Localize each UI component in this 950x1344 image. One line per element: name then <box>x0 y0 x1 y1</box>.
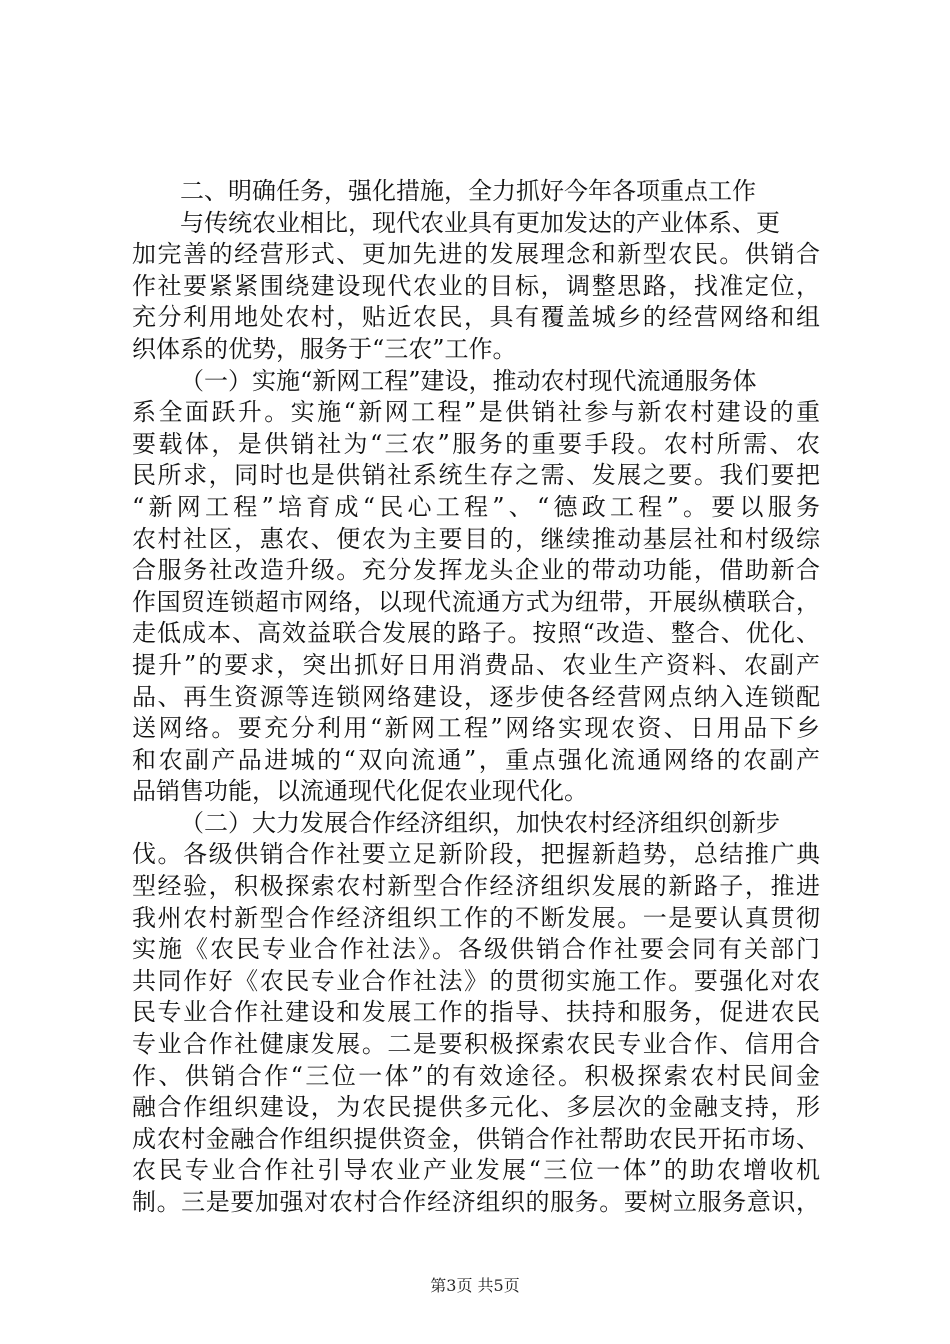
paragraph-line: 实施《农民专业合作社法》。各级供销合作社要会同有关部门 <box>132 935 820 964</box>
paragraph-line: 品、再生资源等连锁网络建设，逐步使各经营网点纳入连锁配 <box>132 682 820 711</box>
paragraph-line: 加完善的经营形式、更加先进的发展理念和新型农民。供销合 <box>132 240 820 269</box>
page-number-footer: 第3页 共5页 <box>430 1276 520 1295</box>
paragraph-line: 和农副产品进城的“双向流通”，重点强化流通网络的农副产 <box>132 745 820 774</box>
paragraph-line: （二）大力发展合作经济组织，加快农村经济组织创新步 <box>180 808 780 837</box>
paragraph-line: 送网络。要充分利用“新网工程”网络实现农资、日用品下乡 <box>132 714 820 743</box>
paragraph-line: 合服务社改造升级。充分发挥龙头企业的带动功能，借助新合 <box>132 556 820 585</box>
paragraph-line: 充分利用地处农村，贴近农民，具有覆盖城乡的经营网络和组 <box>132 303 820 332</box>
paragraph-line: 伐。各级供销合作社要立足新阶段，把握新趋势，总结推广典 <box>132 840 820 869</box>
paragraph-line: 民所求，同时也是供销社系统生存之需、发展之要。我们要把 <box>132 461 820 490</box>
paragraph-line: 农民专业合作社引导农业产业发展“三位一体”的助农增收机 <box>132 1156 820 1185</box>
paragraph-line: 融合作组织建设，为农民提供多元化、多层次的金融支持，形 <box>132 1093 820 1122</box>
paragraph-line: 系全面跃升。实施“新网工程”是供销社参与新农村建设的重 <box>132 398 820 427</box>
paragraph-line: 制。三是要加强对农村合作经济组织的服务。要树立服务意识， <box>132 1188 820 1216</box>
paragraph-3 <box>132 808 820 1219</box>
paragraph-line: 民专业合作社建设和发展工作的指导、扶持和服务，促进农民 <box>132 998 820 1027</box>
paragraph-line: 农村社区，惠农、便农为主要目的，继续推动基层社和村级综 <box>132 524 820 553</box>
section-heading: 二、明确任务，强化措施，全力抓好今年各项重点工作 <box>180 177 756 205</box>
paragraph-line: 走低成本、高效益联合发展的路子。按照“改造、整合、优化、 <box>132 619 820 648</box>
paragraph-line: 我州农村新型合作经济组织工作的不断发展。一是要认真贯彻 <box>132 903 820 932</box>
paragraph-line: 作社要紧紧围绕建设现代农业的目标，调整思路，找准定位， <box>132 271 820 300</box>
paragraph-line: 作、供销合作“三位一体”的有效途径。积极探索农村民间金 <box>132 1061 820 1090</box>
paragraph-line: 型经验，积极探索农村新型合作经济组织发展的新路子，推进 <box>132 872 820 901</box>
paragraph-1 <box>132 208 820 366</box>
document-body <box>132 176 820 1219</box>
paragraph-line: 作国贸连锁超市网络，以现代流通方式为纽带，开展纵横联合， <box>132 587 820 616</box>
paragraph-line: （一）实施“新网工程”建设，推动农村现代流通服务体 <box>180 366 757 395</box>
paragraph-line: 品销售功能，以流通现代化促农业现代化。 <box>132 777 588 806</box>
paragraph-line: 共同作好《农民专业合作社法》的贯彻实施工作。要强化对农 <box>132 966 820 995</box>
paragraph-line: 成农村金融合作组织提供资金，供销合作社帮助农民开拓市场、 <box>132 1124 820 1153</box>
paragraph-line: “新网工程”培育成“民心工程”、“德政工程”。要以服务 <box>132 492 820 521</box>
paragraph-line: 要载体，是供销社为“三农”服务的重要手段。农村所需、农 <box>132 429 820 458</box>
paragraph-line: 与传统农业相比，现代农业具有更加发达的产业体系、更 <box>180 208 780 237</box>
paragraph-2 <box>132 366 820 808</box>
paragraph-line: 织体系的优势，服务于“三农”工作。 <box>132 334 517 363</box>
paragraph-line: 专业合作社健康发展。二是要积极探索农民专业合作、信用合 <box>132 1030 820 1059</box>
paragraph-line: 提升”的要求，突出抓好日用消费品、农业生产资料、农副产 <box>132 650 820 679</box>
